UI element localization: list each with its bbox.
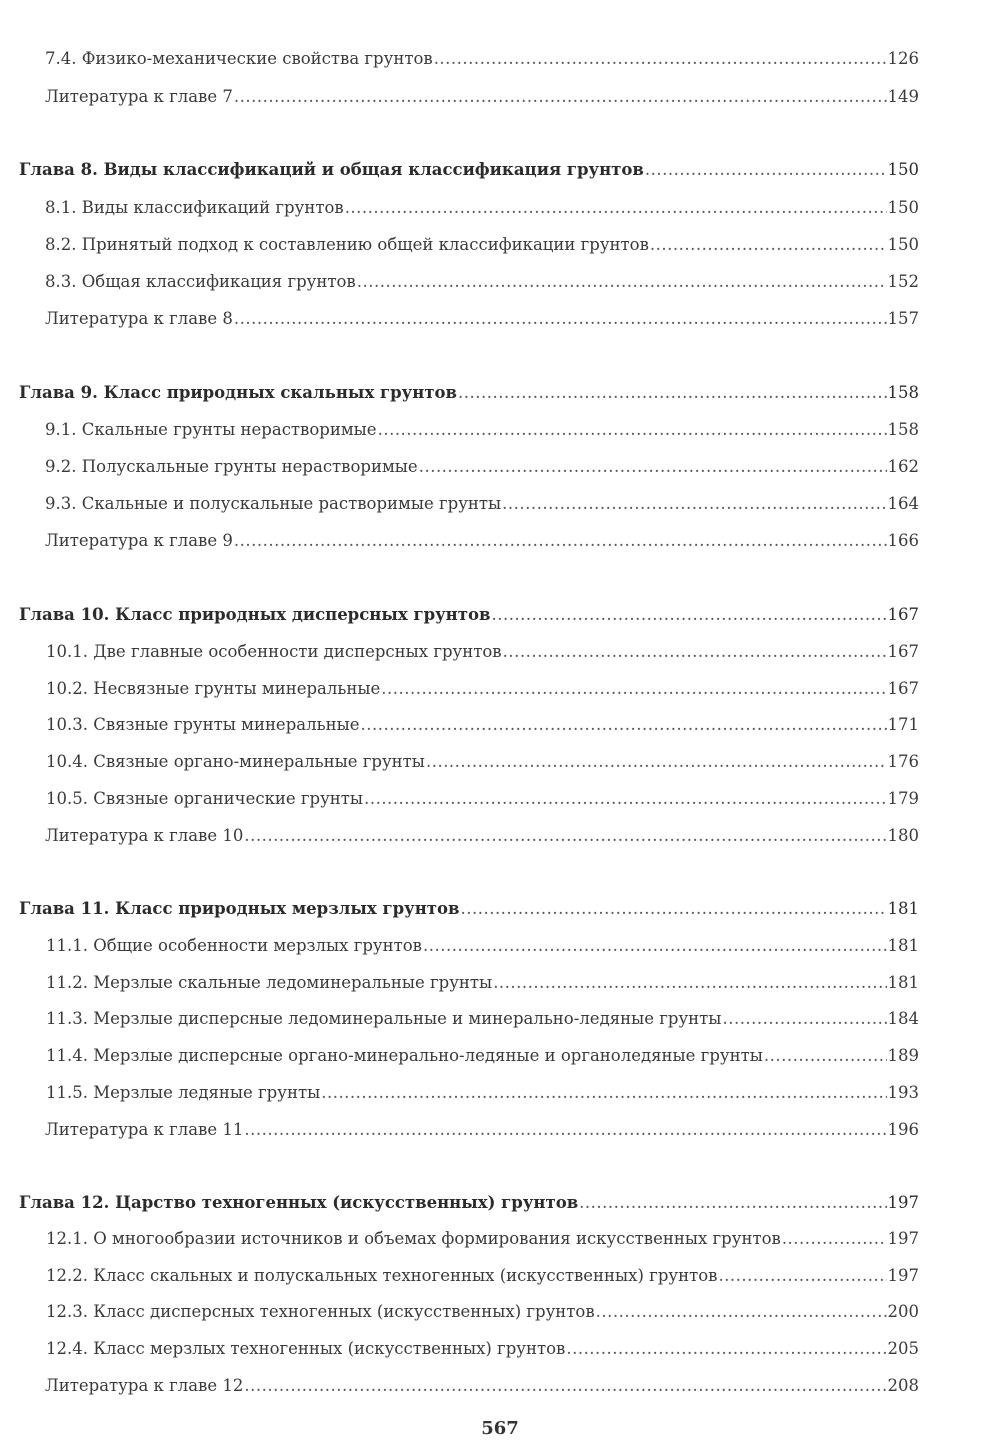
toc-dot-leader [493, 971, 886, 995]
toc-section-entry [45, 492, 919, 516]
toc-dot-leader [722, 1007, 886, 1031]
toc-section-entry [46, 1337, 919, 1361]
toc-entry-page: 181 [887, 973, 919, 992]
toc-entry-title: 10.1. Две главные особенности дисперсных грунтов [46, 642, 502, 661]
toc-entry-title: 10.5. Связные органические грунты [46, 789, 364, 808]
page-number: 567 [481, 1418, 519, 1439]
toc-entry-page: 197 [887, 1229, 919, 1248]
toc-entry-title: 11.3. Мерзлые дисперсные ледоминеральные и минерально-ледяные грунты [46, 1009, 722, 1028]
toc-dot-leader [378, 418, 887, 442]
toc-entry-page: 150 [887, 235, 919, 254]
toc-dot-leader [381, 677, 886, 701]
toc-entry-page: 208 [887, 1376, 919, 1395]
toc-entry-page: 149 [887, 87, 919, 106]
toc-section-entry [46, 1044, 919, 1068]
toc-dot-leader [321, 1081, 886, 1105]
toc-entry-title: Глава 8. Виды классификаций и общая классификация грунтов [19, 160, 644, 179]
toc-entry-title: 11.5. Мерзлые ледяные грунты [46, 1083, 321, 1102]
toc-entry-page: 162 [887, 457, 919, 476]
toc-chapter-entry [19, 381, 919, 405]
toc-entry-title: Глава 10. Класс природных дисперсных грунтов [19, 605, 491, 624]
toc-entry-page: 158 [887, 420, 919, 439]
toc-entry-page: 164 [887, 494, 919, 513]
toc-entry-page: 157 [887, 309, 919, 328]
toc-entry-page: 171 [887, 715, 919, 734]
toc-dot-leader [234, 307, 887, 331]
toc-entry-page: 196 [887, 1120, 919, 1139]
toc-section-entry [45, 196, 919, 220]
toc-entry-page: 167 [887, 605, 919, 624]
toc-entry-title: 12.1. О многообразии источников и объемах формирования искусственных грунтов [46, 1229, 781, 1248]
toc-section-entry [46, 971, 919, 995]
toc-dot-leader [458, 381, 886, 405]
toc-entry-title: Литература к главе 9 [45, 531, 233, 550]
toc-section-entry [45, 824, 919, 848]
toc-section-entry [45, 307, 919, 331]
toc-section-entry [46, 713, 919, 737]
toc-entry-page: 200 [887, 1302, 919, 1321]
toc-dot-leader [566, 1337, 886, 1361]
toc-entry-page: 197 [887, 1193, 919, 1212]
toc-entry-title: Литература к главе 12 [45, 1376, 244, 1395]
toc-entry-title: Глава 12. Царство техногенных (искусственных) грунтов [19, 1193, 579, 1212]
toc-entry-page: 184 [887, 1009, 919, 1028]
toc-entry-page: 126 [887, 49, 919, 68]
toc-section-entry [46, 1007, 919, 1031]
toc-section-entry [45, 529, 919, 553]
toc-section-entry [45, 85, 919, 109]
toc-entry-page: 197 [887, 1266, 919, 1285]
toc-entry-title: 10.3. Связные грунты минеральные [46, 715, 360, 734]
toc-dot-leader [645, 158, 887, 182]
toc-section-entry [46, 1264, 919, 1288]
toc-dot-leader [360, 713, 886, 737]
toc-dot-leader [503, 640, 887, 664]
toc-dot-leader [596, 1300, 887, 1324]
toc-section-entry [45, 233, 919, 257]
toc-entry-page: 193 [887, 1083, 919, 1102]
toc-entry-title: 10.2. Несвязные грунты минеральные [46, 679, 381, 698]
toc-chapter-entry [19, 1191, 919, 1215]
toc-dot-leader [491, 603, 886, 627]
toc-dot-leader [782, 1227, 887, 1251]
toc-entry-page: 205 [887, 1339, 919, 1358]
toc-section-entry [46, 1227, 919, 1251]
toc-section-entry [46, 934, 919, 958]
toc-section-entry [46, 1081, 919, 1105]
toc-entry-title: 11.2. Мерзлые скальные ледоминеральные грунты [46, 973, 493, 992]
toc-dot-leader [357, 270, 887, 294]
toc-entry-page: 179 [887, 789, 919, 808]
toc-entry-title: 9.1. Скальные грунты нерастворимые [45, 420, 377, 439]
toc-entry-title: 9.3. Скальные и полускальные растворимые грунты [45, 494, 502, 513]
toc-entry-title: 12.3. Класс дисперсных техногенных (искусственных) грунтов [46, 1302, 595, 1321]
toc-entry-page: 166 [887, 531, 919, 550]
toc-section-entry [45, 1118, 919, 1142]
toc-entry-title: Глава 9. Класс природных скальных грунтов [19, 383, 458, 402]
toc-entry-title: Литература к главе 10 [45, 826, 244, 845]
toc-chapter-entry [19, 158, 919, 182]
toc-entry-title: 8.3. Общая классификация грунтов [45, 272, 356, 291]
toc-chapter-entry [19, 603, 919, 627]
toc-dot-leader [244, 1374, 886, 1398]
toc-section-entry [46, 1300, 919, 1324]
toc-dot-leader [423, 934, 887, 958]
toc-dot-leader [364, 787, 886, 811]
toc-entry-title: Литература к главе 7 [45, 87, 233, 106]
toc-entry-title: 8.1. Виды классификаций грунтов [45, 198, 344, 217]
toc-entry-page: 167 [887, 679, 919, 698]
toc-dot-leader [650, 233, 887, 257]
toc-entry-page: 180 [887, 826, 919, 845]
toc-dot-leader [345, 196, 887, 220]
toc-entry-title: 7.4. Физико-механические свойства грунтов [45, 49, 433, 68]
toc-entry-title: 10.4. Связные органо-минеральные грунты [46, 752, 425, 771]
toc-section-entry [45, 1374, 919, 1398]
toc-dot-leader [244, 824, 886, 848]
toc-entry-page: 158 [887, 383, 919, 402]
toc-section-entry [46, 640, 919, 664]
toc-section-entry [46, 787, 919, 811]
toc-dot-leader [764, 1044, 887, 1068]
toc-section-entry [46, 677, 919, 701]
toc-entry-page: 189 [887, 1046, 919, 1065]
toc-entry-title: Литература к главе 11 [45, 1120, 244, 1139]
toc-entry-title: 9.2. Полускальные грунты нерастворимые [45, 457, 418, 476]
toc-dot-leader [579, 1191, 886, 1215]
toc-entry-title: 12.4. Класс мерзлых техногенных (искусственных) грунтов [46, 1339, 566, 1358]
toc-chapter-entry [19, 897, 919, 921]
toc-dot-leader [234, 529, 887, 553]
toc-dot-leader [426, 750, 887, 774]
toc-section-entry [45, 455, 919, 479]
toc-entry-title: 8.2. Принятый подход к составлению общей классификации грунтов [45, 235, 649, 254]
toc-entry-page: 176 [887, 752, 919, 771]
toc-entry-page: 150 [887, 198, 919, 217]
toc-entry-title: 11.1. Общие особенности мерзлых грунтов [46, 936, 422, 955]
toc-entry-page: 181 [887, 899, 919, 918]
toc-entry-page: 152 [887, 272, 919, 291]
toc-section-entry [46, 750, 919, 774]
toc-dot-leader [434, 47, 887, 71]
toc-entry-page: 150 [887, 160, 919, 179]
toc-entry-title: 11.4. Мерзлые дисперсные органо-минерально-ледяные и органоледяные грунты [46, 1046, 763, 1065]
toc-section-entry [45, 418, 919, 442]
toc-dot-leader [460, 897, 886, 921]
toc-entry-title: Литература к главе 8 [45, 309, 233, 328]
toc-dot-leader [234, 85, 887, 109]
toc-section-entry [45, 270, 919, 294]
toc-dot-leader [419, 455, 887, 479]
toc-entry-page: 167 [887, 642, 919, 661]
toc-dot-leader [718, 1264, 886, 1288]
toc-dot-leader [502, 492, 886, 516]
toc-section-entry [45, 47, 919, 71]
toc-entry-title: Глава 11. Класс природных мерзлых грунтов [19, 899, 460, 918]
toc-entry-title: 12.2. Класс скальных и полускальных техногенных (искусственных) грунтов [46, 1266, 718, 1285]
toc-entry-page: 181 [887, 936, 919, 955]
toc-dot-leader [244, 1118, 886, 1142]
